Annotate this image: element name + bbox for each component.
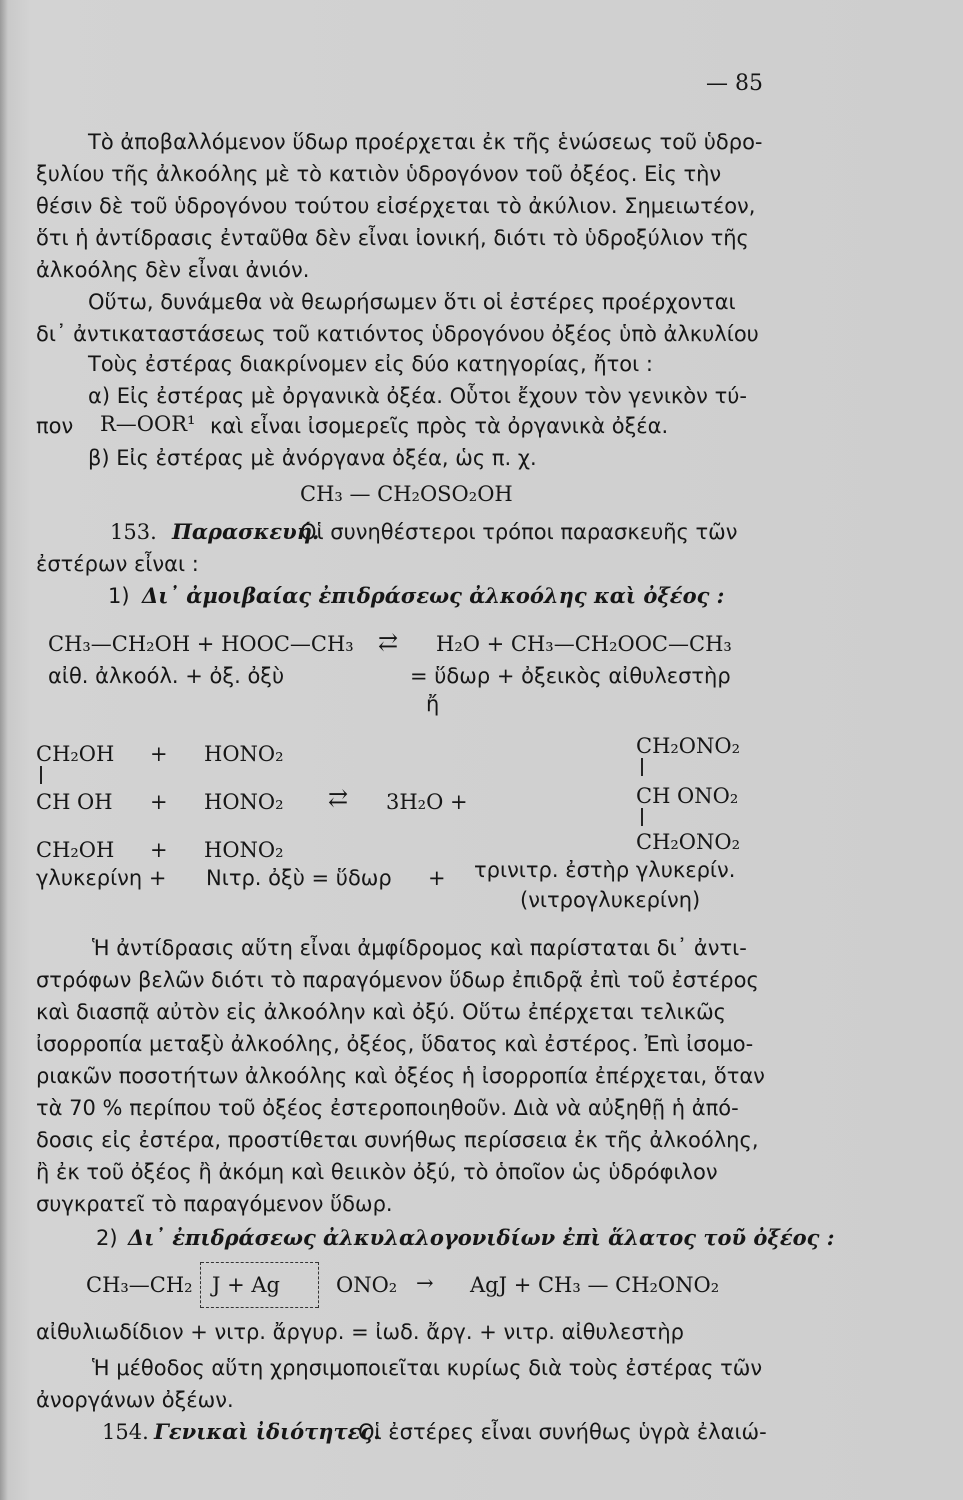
method-title: Δι᾽ ἐπιδράσεως ἀλκυλαλογονιδίων ἐπὶ ἅλατος τοῦ ὀξέος : [128, 1225, 835, 1250]
nitrite-group: ONO₂ [336, 1273, 398, 1297]
body-line: Τοὺς ἐστέρας διακρίνομεν εἰς δύο κατηγορίας, ἤτοι : [88, 352, 654, 376]
body-line: τὰ 70 % περίπου τοῦ ὀξέος ἐστεροποιηθοῦν. Διὰ νὰ αὐξηθῇ ἡ ἀπό- [36, 1096, 739, 1120]
plus-sign: + [150, 742, 168, 766]
bond-line [40, 766, 42, 784]
bond-line [641, 808, 643, 826]
body-line: Ἡ μέθοδος αὕτη χρησιμοποιεῖται κυρίως διὰ τοὺς ἐστέρας τῶν [92, 1356, 763, 1380]
section-title: Γενικαὶ ἰδιότητες. [154, 1419, 381, 1444]
body-line: ριακῶν ποσοτήτων ἀλκοόλης καὶ ὀξέος ἡ ἰσορροπία ἐπέρχεται, ὅταν [36, 1064, 765, 1088]
general-formula: R—OOR¹ [100, 412, 196, 436]
page-number: — 85 [706, 71, 763, 96]
boxed-ions: J + Ag [212, 1273, 280, 1297]
body-line: Οἱ ἐστέρες εἶναι συνήθως ὑγρὰ ἐλαιώ- [358, 1420, 767, 1444]
equilibrium-arrow: ⇄ [378, 628, 399, 656]
product-row-3: CH₂ONO₂ [636, 830, 741, 854]
equation-products: AgJ + CH₃ — CH₂ONO₂ [470, 1273, 720, 1297]
method-number: 1) [108, 584, 130, 608]
equation-names: = ὕδωρ + ὀξεικὸς αἰθυλεστὴρ [410, 664, 731, 688]
body-line: θέσιν δὲ τοῦ ὑδρογόνου τούτου εἰσέρχεται τὸ ἀκύλιον. Σημειωτέον, [36, 194, 756, 218]
equilibrium-arrow: ⇄ [328, 784, 349, 812]
section-number: 153. [110, 520, 157, 544]
body-line: ἀλκοόλης δὲν εἶναι ἀνιόν. [36, 258, 310, 282]
glycerol-row-2: CH OH [36, 790, 113, 814]
equation-esterification: CH₃—CH₂OH + HOOC—CH₃ [48, 632, 354, 656]
glycerol-row-3: CH₂OH [36, 838, 115, 862]
section-number: 154. [102, 1420, 149, 1444]
body-line: συγκρατεῖ τὸ παραγόμενον ὕδωρ. [36, 1192, 393, 1216]
section-title: Παρασκευή. [172, 519, 320, 544]
body-line: Τὸ ἀποβαλλόμενον ὕδωρ προέρχεται ἐκ τῆς ἑνώσεως τοῦ ὑδρο- [88, 130, 763, 154]
formula-ethyl-sulfate: CH₃ — CH₂OSO₂OH [300, 482, 513, 506]
equation-products: H₂O + CH₃—CH₂OOC—CH₃ [436, 632, 732, 656]
method-title: Δι᾽ ἀμοιβαίας ἐπιδράσεως ἀλκοόλης καὶ ὀξέος : [142, 583, 725, 608]
method-number: 2) [96, 1226, 118, 1250]
body-line: καὶ διασπᾷ αὐτὸν εἰς ἀλκοόλην καὶ ὀξύ. Οὕτω ἐπέρχεται τελικῶς [36, 1000, 726, 1024]
plus-sign: + [150, 790, 168, 814]
body-line: δι᾽ ἀντικαταστάσεως τοῦ κατιόντος ὑδρογόνου ὀξέος ὑπὸ ἀλκυλίου [36, 322, 759, 346]
water-product: 3H₂O + [386, 790, 468, 814]
equation-names: Νιτρ. ὀξὺ = ὕδωρ [206, 866, 392, 890]
body-line: Ἡ ἀντίδρασις αὕτη εἶναι ἀμφίδρομος καὶ παρίσταται δι᾽ ἀντι- [92, 936, 747, 960]
bond-line [641, 758, 643, 776]
product-row-1: CH₂ONO₂ [636, 734, 741, 758]
reaction-arrow: → [416, 1271, 434, 1295]
alkyl-halide: CH₃—CH₂ [86, 1273, 193, 1297]
equation-names: αἰθ. ἀλκοόλ. + ὀξ. ὀξὺ [48, 664, 285, 688]
nitric-acid: HONO₂ [204, 838, 284, 862]
body-line: ξυλίου τῆς ἀλκοόλης μὲ τὸ κατιὸν ὑδρογόνον τοῦ ὀξέος. Εἰς τὴν [36, 162, 722, 186]
nitric-acid: HONO₂ [204, 790, 284, 814]
body-line: ἢ ἐκ τοῦ ὀξέος ἢ ἀκόμη καὶ θειικὸν ὀξύ, τὸ ὁποῖον ὡς ὑδρόφιλον [36, 1160, 718, 1184]
equation-names: αἰθυλιωδίδιον + νιτρ. ἄργυρ. = ἰωδ. ἄργ. + νιτρ. αἰθυλεστὴρ [36, 1320, 684, 1344]
body-line: ὅτι ἡ ἀντίδρασις ἐνταῦθα δὲν εἶναι ἰονική, διότι τὸ ὑδροξύλιον τῆς [36, 226, 749, 250]
plus-sign: + [150, 838, 168, 862]
equation-names: γλυκερίνη + [36, 866, 167, 890]
body-line: ἐστέρων εἶναι : [36, 552, 199, 576]
body-line: ἰσορροπία μεταξὺ ἀλκοόλης, ὀξέος, ὕδατος καὶ ἐστέρος. Ἐπὶ ἰσομο- [36, 1032, 754, 1056]
body-line: στρόφων βελῶν διότι τὸ παραγόμενον ὕδωρ ἐπιδρᾷ ἐπὶ τοῦ ἐστέρος [36, 968, 759, 992]
or-label: ἤ [426, 692, 440, 716]
body-line: Οὕτω, δυνάμεθα νὰ θεωρήσωμεν ὅτι οἱ ἐστέρες προέρχονται [88, 290, 736, 314]
equation-names: τρινιτρ. ἐστὴρ γλυκερίν. [474, 858, 736, 882]
body-line: πον [36, 414, 74, 438]
body-line: Οἱ συνηθέστεροι τρόποι παρασκευῆς τῶν [300, 520, 738, 544]
body-line: καὶ εἶναι ἰσομερεῖς πρὸς τὰ ὀργανικὰ ὀξέα. [210, 414, 669, 438]
body-line: α) Εἰς ἐστέρας μὲ ὀργανικὰ ὀξέα. Οὗτοι ἔχουν τὸν γενικὸν τύ- [88, 384, 747, 408]
nitric-acid: HONO₂ [204, 742, 284, 766]
equation-names: (νιτρογλυκερίνη) [520, 888, 701, 912]
equation-names: + [428, 866, 446, 890]
glycerol-row-1: CH₂OH [36, 742, 115, 766]
body-line: δοσις εἰς ἐστέρα, προστίθεται συνήθως περίσσεια ἐκ τῆς ἀλκοόλης, [36, 1128, 759, 1152]
body-line: β) Εἰς ἐστέρας μὲ ἀνόργανα ὀξέα, ὡς π. χ. [88, 446, 537, 470]
product-row-2: CH ONO₂ [636, 784, 739, 808]
body-line: ἀνοργάνων ὀξέων. [36, 1388, 234, 1412]
